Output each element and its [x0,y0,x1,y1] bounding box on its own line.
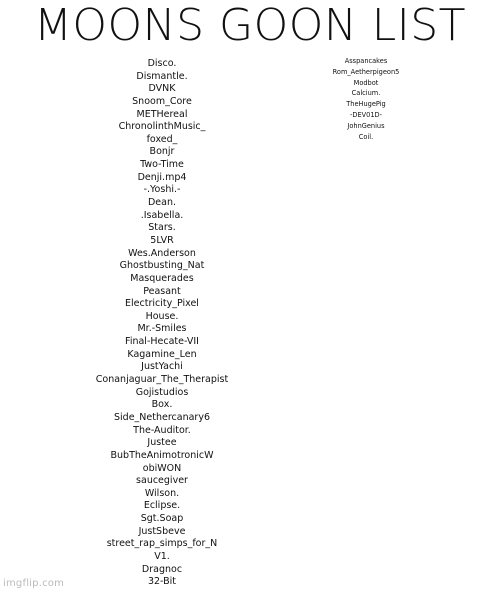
list-item: -.Yoshi.- [143,184,181,196]
list-item: JustYachi [141,361,183,373]
list-item: 32-Bit [147,576,177,588]
list-item: Sgt.Soap [140,513,184,525]
list-item: Box. [151,399,173,411]
list-item: Stars. [148,222,176,234]
list-item: Dean. [147,197,177,209]
list-item: obiWON [142,462,182,474]
list-item: Rom_Aetherpigeon5 [332,67,400,76]
list-item: Masquerades [130,272,194,284]
list-item: BubTheAnimotronicW [110,449,214,461]
list-item: -DEV01D- [350,110,382,119]
list-item: Conanjaguar_The_Therapist [95,374,229,386]
list-item: Electricity_Pixel [125,298,199,310]
list-item: street_rap_simps_for_N [106,538,218,550]
list-item: Final-Hecate-VII [125,336,199,348]
list-item: Dismantle. [136,70,188,82]
list-item: Mr.-Smiles [137,323,187,335]
list-item: JustSbeve [138,525,186,537]
list-item: Peasant [143,285,181,297]
list-item: Disco. [147,58,177,69]
list-item: Snoom_Core [132,95,192,107]
list-item: Kagamine_Len [127,348,197,360]
list-item: Coil. [358,132,374,141]
list-item: Denji.mp4 [137,171,187,183]
list-item: Gojistudios [135,386,189,398]
list-item: Asspancakes [344,57,388,65]
page-title: MOONS GOON LIST [33,0,467,51]
list-item: Dragnoc [141,563,183,575]
list-item: Bonjr [149,146,175,158]
list-item: saucegiver [136,475,188,487]
list-item: .Isabella. [140,209,184,221]
goon-list-main [62,58,262,589]
list-item: foxed_ [146,133,178,145]
list-item: Side_Nethercanary6 [114,411,210,423]
list-item: House. [145,310,179,322]
list-item: 5LVR [150,234,174,246]
list-item: Wilson. [144,487,180,499]
list-item: V1. [154,550,170,562]
imgflip-watermark: imgflip.com [3,578,65,589]
list-item: The-Auditor. [133,424,191,436]
list-item: ChronolinthMusic_ [118,121,206,133]
goon-list-side [316,56,416,142]
list-item: Calcium. [351,89,381,98]
list-item: METHereal [136,108,188,120]
list-item: Ghostbusting_Nat [119,260,205,272]
list-item: Justee [147,437,177,449]
list-item: Modbot [353,78,379,87]
list-item: DVNK [148,83,176,95]
list-item: Wes.Anderson [128,247,196,259]
list-item: TheHugePig [346,100,386,109]
list-item: Two-Time [140,159,184,171]
list-item: JohnGenius [347,121,385,130]
list-item: Eclipse. [143,500,181,512]
